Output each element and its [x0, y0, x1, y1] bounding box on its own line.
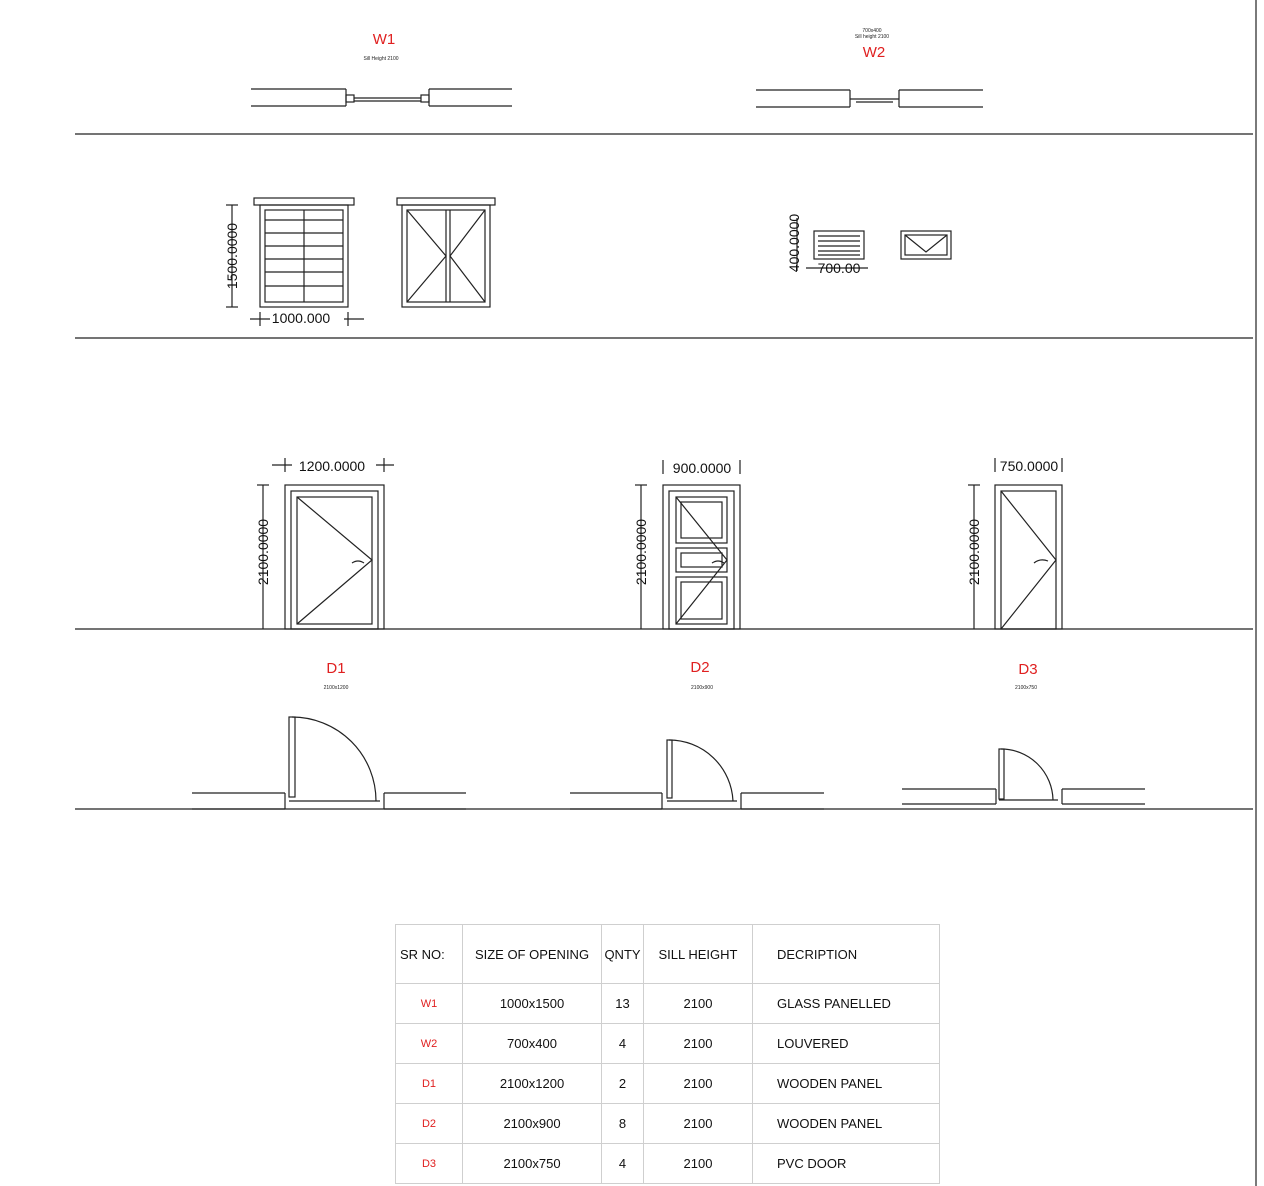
- cell-sr: D3: [396, 1144, 463, 1184]
- w1-height-dim: 1500.0000: [224, 222, 240, 290]
- w1-plan: [251, 89, 512, 106]
- cell-sill: 2100: [644, 1064, 753, 1104]
- cell-sill: 2100: [644, 1144, 753, 1184]
- cell-sr: D1: [396, 1064, 463, 1104]
- w2-sill-note: Sill height 2100: [854, 34, 890, 40]
- cell-desc: LOUVERED: [753, 1024, 940, 1064]
- table-row: [396, 1064, 940, 1104]
- cell-sr: W1: [396, 984, 463, 1024]
- w1-width-dim: 1000.000: [271, 310, 331, 326]
- w2-width-dim: 700.00: [817, 260, 861, 276]
- d3-height-dim: 2100.0000: [966, 518, 982, 586]
- header-description: DECRIPTION: [753, 925, 940, 984]
- schedule-header-row: [396, 925, 940, 984]
- cell-sill: 2100: [644, 984, 753, 1024]
- w1-elevation-louvered: [254, 198, 354, 307]
- cell-sr: D2: [396, 1104, 463, 1144]
- cell-qty: 2: [602, 1064, 644, 1104]
- cell-sr: W2: [396, 1024, 463, 1064]
- d1-plan: [192, 717, 466, 809]
- header-sill-height: SILL HEIGHT: [644, 925, 753, 984]
- cell-sill: 2100: [644, 1104, 753, 1144]
- table-row: [396, 1144, 940, 1184]
- w2-label: W2: [862, 44, 886, 61]
- d2-height-dim: 2100.0000: [633, 518, 649, 586]
- d3-label: D3: [1018, 661, 1038, 678]
- cell-desc: PVC DOOR: [753, 1144, 940, 1184]
- cell-size: 2100x1200: [463, 1064, 602, 1104]
- cell-qty: 8: [602, 1104, 644, 1144]
- cell-size: 700x400: [463, 1024, 602, 1064]
- d2-width-dim: 900.0000: [672, 460, 732, 476]
- cell-qty: 4: [602, 1024, 644, 1064]
- cell-desc: WOODEN PANEL: [753, 1104, 940, 1144]
- w2-plan: [756, 90, 983, 107]
- d1-width-dim: 1200.0000: [298, 458, 366, 474]
- door-window-schedule: [395, 924, 940, 1184]
- d2-plan: [570, 740, 824, 809]
- d2-size-note: 2100x900: [691, 685, 713, 691]
- cell-size: 2100x900: [463, 1104, 602, 1144]
- cell-qty: 4: [602, 1144, 644, 1184]
- header-size: SIZE OF OPENING: [463, 925, 602, 984]
- cell-qty: 13: [602, 984, 644, 1024]
- d1-height-dim: 2100.0000: [255, 518, 271, 586]
- d1-elevation: [285, 485, 384, 629]
- d1-size-note: 2100x1200: [323, 685, 349, 691]
- d3-plan: [902, 749, 1145, 804]
- cell-size: 1000x1500: [463, 984, 602, 1024]
- d2-label: D2: [690, 659, 710, 676]
- table-row: [396, 984, 940, 1024]
- w2-elevation-casement: [901, 231, 951, 259]
- cell-desc: WOODEN PANEL: [753, 1064, 940, 1104]
- table-row: [396, 1024, 940, 1064]
- d3-size-note: 2100x750: [1015, 685, 1037, 691]
- table-row: [396, 1104, 940, 1144]
- w1-label: W1: [372, 31, 396, 48]
- cell-sill: 2100: [644, 1024, 753, 1064]
- d3-elevation: [995, 485, 1062, 629]
- header-qty: QNTY: [602, 925, 644, 984]
- w2-size-note: 700x400: [862, 28, 882, 34]
- d3-width-dim: 750.0000: [999, 458, 1059, 474]
- w1-sill-note: Sill Height 2100: [363, 56, 399, 62]
- w2-height-dim: 400.0000: [786, 213, 802, 273]
- cell-desc: GLASS PANELLED: [753, 984, 940, 1024]
- d1-label: D1: [326, 660, 346, 677]
- cell-size: 2100x750: [463, 1144, 602, 1184]
- d2-elevation: [663, 485, 740, 629]
- w2-elevation-louvered: [814, 231, 864, 259]
- w1-elevation-casement: [397, 198, 495, 307]
- header-sr-no: SR NO:: [396, 925, 463, 984]
